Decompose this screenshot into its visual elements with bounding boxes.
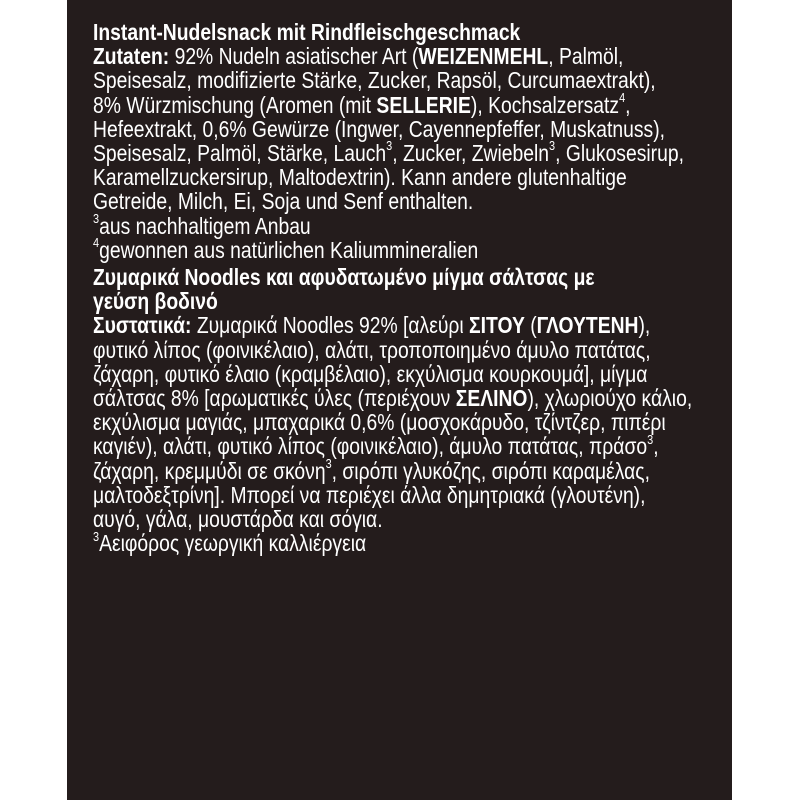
el-line-8: μαλτοδεξτρίνη]. Μπορεί να περιέχει άλλα δημητριακά (γλουτένη),: [93, 481, 646, 508]
el-line-4: σάλτσας 8% [αρωματικές ύλες (περιέχουν ΣΕΛΙΝΟ), χλωριούχο κάλιο,: [93, 385, 693, 412]
el-line-9: αυγό, γάλα, μουστάρδα και σόγια.: [93, 506, 383, 533]
el-line-5: εκχύλισμα μαγιάς, μπαχαρικά 0,6% (μοσχοκάρυδο, τζίντζερ, πιπέρι: [93, 409, 666, 436]
de-title: Instant-Nudelsnack mit Rindfleischgeschmack: [93, 19, 521, 45]
de-line-6: Karamellzuckersirup, Maltodextrin). Kann andere glutenhaltige: [93, 164, 627, 191]
de-line-4: Hefeextrakt, 0,6% Gewürze (Ingwer, Cayennepfeffer, Muskatnuss),: [93, 115, 666, 142]
el-title-1: Ζυμαρικά Noodles και αφυδατωμένο μίγμα σάλτσας με: [93, 264, 595, 291]
de-footnote-4: $^4$gewonnen aus natürlichen Kaliummineralien: [93, 235, 479, 263]
el-line-1: Συστατικά: Ζυμαρικά Noodles 92% [αλεύρι ΣΙΤΟΥ (ΓΛΟΥΤΕΝΗ),: [93, 312, 651, 339]
el-line-6: καγιέν), αλάτι, φυτικό λίπος (φοινικέλαιο), άμυλο πατάτας, πράσο$^3$,: [93, 431, 659, 460]
el-title-2: γεύση βοδινό: [93, 288, 218, 315]
el-line-3: ζάχαρη, φυτικό έλαιο (κραμβέλαιο), εκχύλισμα κουρκουμά], μίγμα: [93, 360, 648, 387]
el-footnote-3: $^3$Αειφόρος γεωργική καλλιέργεια: [93, 528, 367, 557]
el-line-2: φυτικό λίπος (φοινικέλαιο), αλάτι, τροποποιημένο άμυλο πατάτας,: [93, 336, 651, 363]
de-line-7: Getreide, Milch, Ei, Soja und Senf enthalten.: [93, 188, 474, 215]
label-panel: [67, 0, 732, 800]
de-line-1: Zutaten: 92% Nudeln asiatischer Art (WEIZENMEHL, Palmöl,: [93, 43, 624, 70]
de-footnote-3: $^3$aus nachhaltigem Anbau: [93, 210, 311, 239]
el-line-7: ζάχαρη, κρεμμύδι σε σκόνη$^3$, σιρόπι γλυκόζης, σιρόπι καραμέλας,: [93, 456, 650, 484]
ingredients-text: [93, 20, 718, 555]
de-line-3: 8% Würzmischung (Aromen (mit SELLERIE), Kochsalzersatz$^4$,: [93, 89, 631, 118]
de-line-2: Speisesalz, modifizierte Stärke, Zucker, Rapsöl, Curcumaextrakt),: [93, 67, 656, 94]
de-line-5: Speisesalz, Palmöl, Stärke, Lauch$^3$, Zucker, Zwiebeln$^3$, Glukosesirup,: [93, 138, 684, 167]
